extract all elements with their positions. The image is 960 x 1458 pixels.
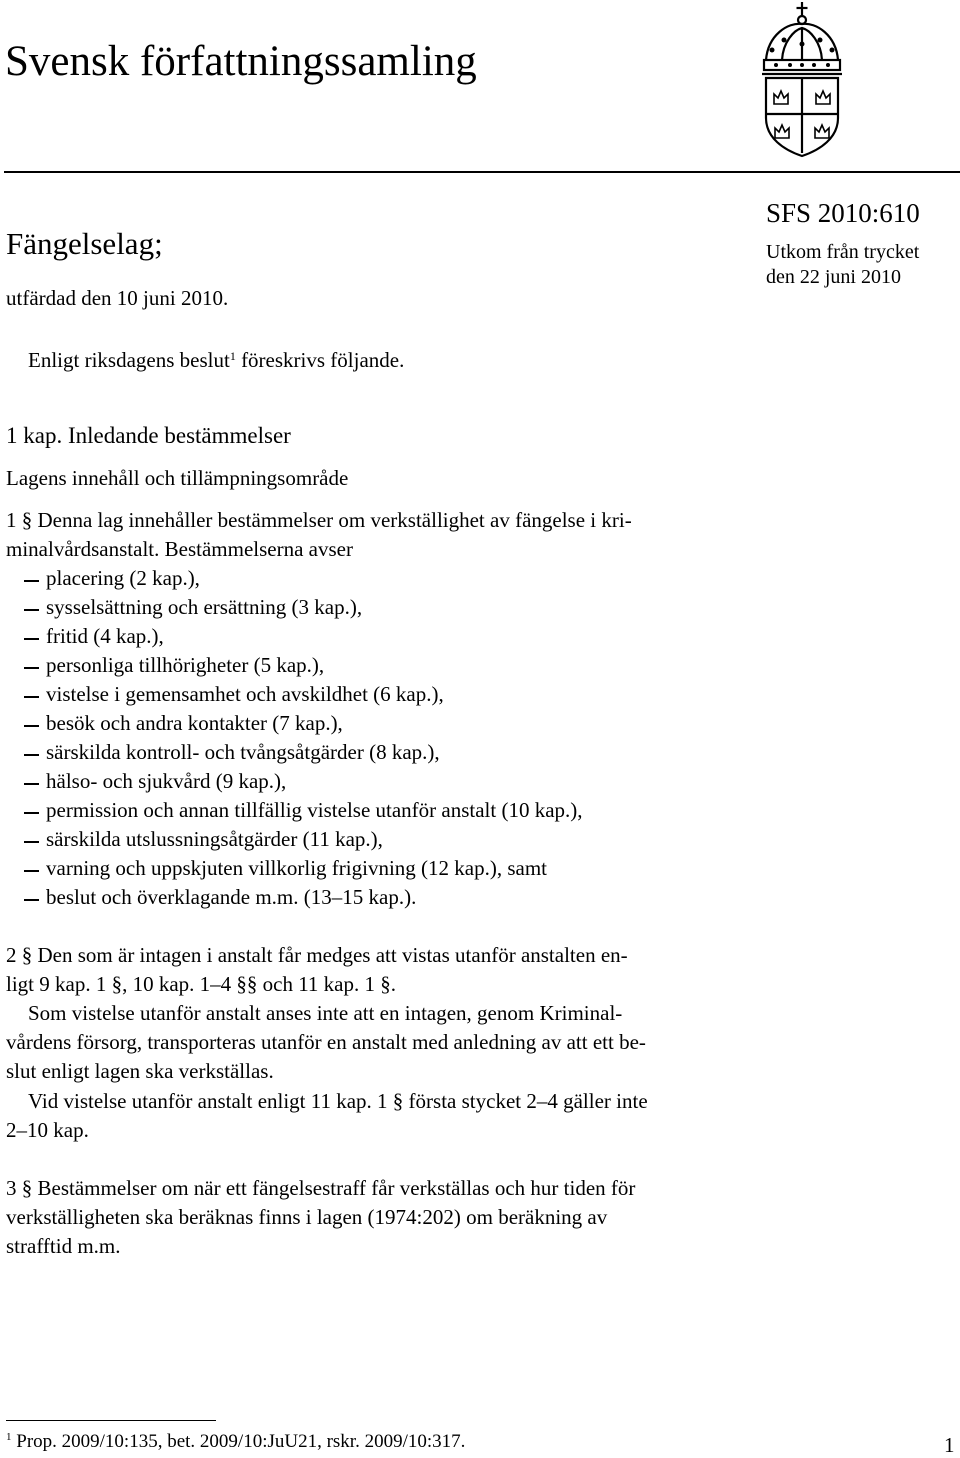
publication-title: Svensk författningssamling (5, 38, 477, 85)
law-title: Fängelselag; (6, 226, 163, 261)
list-dash (24, 580, 39, 582)
list-dash (24, 841, 39, 843)
section-3-line: strafftid m.m. (6, 1234, 121, 1258)
intro-main: Enligt riksdagens beslut (28, 348, 230, 372)
print-date-label: Utkom från trycket (766, 241, 920, 263)
list-dash (24, 609, 39, 611)
list-item: sysselsättning och ersättning (3 kap.), (46, 595, 363, 619)
section-2-line: vårdens försorg, transporteras utanför en anstalt med anledning av att ett be- (6, 1030, 646, 1054)
footnote-rule (6, 1420, 216, 1421)
section-1-line: minalvårdsanstalt. Bestämmelserna avser (6, 537, 353, 561)
swedish-crest-icon (752, 0, 852, 160)
list-item: personliga tillhörigheter (5 kap.), (46, 653, 325, 677)
chapter-heading: 1 kap. Inledande bestämmelser (6, 423, 291, 448)
list-item: permission och annan tillfällig vistelse utanför anstalt (10 kap.), (46, 798, 583, 822)
section-2-line: Vid vistelse utanför anstalt enligt 11 kap. 1 § första stycket 2–4 gäller inte (28, 1089, 648, 1113)
list-item: hälso- och sjukvård (9 kap.), (46, 769, 287, 793)
list-dash (24, 783, 39, 785)
section-2-line: 2–10 kap. (6, 1118, 89, 1142)
list-item: särskilda kontroll- och tvångsåtgärder (8 kap.), (46, 740, 440, 764)
list-item: varning och uppskjuten villkorlig frigivning (12 kap.), samt (46, 856, 548, 880)
section-2-line: Som vistelse utanför anstalt anses inte att en intagen, genom Kriminal- (28, 1001, 623, 1025)
section-2-line: 2 § Den som är intagen i anstalt får medges att vistas utanför anstalten en- (6, 943, 628, 967)
page-number: 1 (944, 1433, 955, 1457)
list-dash (24, 667, 39, 669)
list-item: beslut och överklagande m.m. (13–15 kap.). (46, 885, 417, 909)
print-date: den 22 juni 2010 (766, 266, 901, 288)
intro-tail: föreskrivs följande. (235, 348, 405, 372)
footnote-ref: 1 (229, 349, 236, 363)
list-item: placering (2 kap.), (46, 566, 200, 590)
sfs-number: SFS 2010:610 (766, 198, 920, 228)
section-3-line: 3 § Bestämmelser om när ett fängelsestraff får verkställas och hur tiden för (6, 1176, 636, 1200)
section-2-line: slut enligt lagen ska verkställas. (6, 1059, 274, 1083)
chapter-subheading: Lagens innehåll och tillämpningsområde (6, 466, 349, 490)
list-item: fritid (4 kap.), (46, 624, 164, 648)
header-rule (4, 171, 960, 173)
issued-date: utfärdad den 10 juni 2010. (6, 286, 229, 310)
section-1-line: 1 § Denna lag innehåller bestämmelser om verkställighet av fängelse i kri- (6, 508, 632, 532)
footnote (6, 1430, 465, 1454)
list-dash (24, 899, 39, 901)
list-item: vistelse i gemensamhet och avskildhet (6 kap.), (46, 682, 444, 706)
footnote-mark: 1 (6, 1431, 12, 1443)
list-dash (24, 638, 39, 640)
list-dash (24, 754, 39, 756)
section-3-line: verkställigheten ska beräknas finns i lagen (1974:202) om beräkning av (6, 1205, 608, 1229)
list-dash (24, 725, 39, 727)
list-item: besök och andra kontakter (7 kap.), (46, 711, 343, 735)
section-2-line: ligt 9 kap. 1 §, 10 kap. 1–4 §§ och 11 kap. 1 §. (6, 972, 397, 996)
list-dash (24, 696, 39, 698)
list-item: särskilda utslussningsåtgärder (11 kap.), (46, 827, 383, 851)
list-dash (24, 870, 39, 872)
footnote-text: Prop. 2009/10:135, bet. 2009/10:JuU21, rskr. 2009/10:317. (11, 1431, 466, 1452)
list-dash (24, 812, 39, 814)
intro-text (28, 347, 404, 373)
